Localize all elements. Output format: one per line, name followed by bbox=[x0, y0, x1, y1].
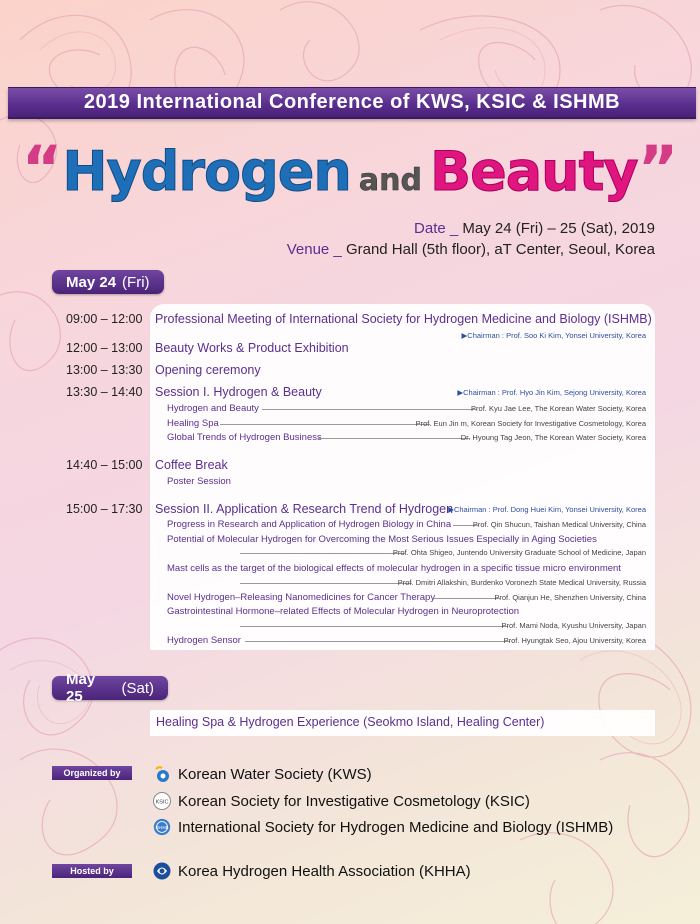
leader-line bbox=[240, 626, 508, 627]
svg-text:ISHMB: ISHMB bbox=[155, 824, 169, 830]
talk-title: Potential of Molecular Hydrogen for Overcoming the Most Serious Issues Especially in Aging Societies bbox=[167, 534, 597, 545]
host-khha bbox=[152, 861, 471, 881]
session-title: Professional Meeting of International Society for Hydrogen Medicine and Biology (ISHMB) bbox=[155, 312, 652, 326]
chairman-note: ▶Chairman : Prof. Soo Ki Kim, Yonsei University, Korea bbox=[461, 331, 646, 340]
poster-session: Poster Session bbox=[167, 476, 231, 487]
session-title: Coffee Break bbox=[155, 458, 228, 472]
organizer-name: International Society for Hydrogen Medicine and Biology (ISHMB) bbox=[178, 818, 614, 836]
session-time: 13:00 – 13:30 bbox=[66, 363, 143, 377]
khha-logo-icon bbox=[152, 861, 172, 881]
event-date bbox=[155, 220, 655, 237]
leader-line bbox=[240, 583, 412, 584]
talk-title: Hydrogen and Beauty bbox=[167, 403, 259, 414]
ksic-logo-icon bbox=[152, 791, 172, 811]
talk-title: Mast cells as the target of the biological effects of molecular hydrogen in a specific tissue micro environment bbox=[167, 563, 621, 574]
day1-weekday: (Fri) bbox=[122, 273, 150, 291]
conference-title-banner bbox=[8, 87, 696, 119]
session-time: 12:00 – 13:00 bbox=[66, 341, 143, 355]
date-label: Date _ bbox=[414, 220, 459, 237]
day2-date: May 25 bbox=[66, 671, 96, 705]
organized-by-label: Organized by bbox=[52, 766, 132, 780]
leader-line bbox=[245, 641, 510, 642]
talk-title: Global Trends of Hydrogen Business bbox=[167, 432, 322, 443]
hosted-by-label: Hosted by bbox=[52, 864, 132, 878]
leader-line bbox=[318, 438, 470, 439]
talk-speaker: Dr. Hyoung Tag Jeon, The Korean Water Society, Korea bbox=[460, 433, 646, 442]
venue-text: Grand Hall (5th floor), aT Center, Seoul, Korea bbox=[341, 241, 655, 258]
talk-speaker: Prof. Mami Noda, Kyushu University, Japan bbox=[501, 621, 646, 630]
main-headline bbox=[0, 132, 700, 205]
talk-title: Healing Spa bbox=[167, 418, 219, 429]
session-time: 15:00 – 17:30 bbox=[66, 502, 143, 516]
day2-weekday: (Sat) bbox=[121, 679, 154, 697]
organizer-ksic bbox=[152, 791, 530, 811]
organizer-name: Korean Water Society (KWS) bbox=[178, 765, 372, 783]
leader-line bbox=[262, 409, 477, 410]
talk-title: Gastrointestinal Hormone–related Effects of Molecular Hydrogen in Neuroprotection bbox=[167, 606, 520, 617]
talk-speaker: Prof. Kyu Jae Lee, The Korean Water Society, Korea bbox=[471, 404, 646, 413]
chairman-note: ▶Chairman : Prof. Dong Huei Kim, Yonsei University, Korea bbox=[448, 505, 646, 514]
day1-badge bbox=[52, 270, 164, 294]
leader-line bbox=[220, 424, 430, 425]
talk-speaker: Prof. Qin Shucun, Taishan Medical University, China bbox=[472, 520, 646, 529]
leader-line bbox=[434, 598, 500, 599]
kws-logo-icon bbox=[152, 764, 172, 784]
talk-title: Novel Hydrogen–Releasing Nanomedicines for Cancer Therapy bbox=[167, 592, 436, 603]
chairman-note: ▶Chairman : Prof. Hyo Jin Kim, Sejong University, Korea bbox=[457, 388, 646, 397]
talk-speaker: Prof. Qianjun He, Shenzhen University, China bbox=[494, 593, 646, 602]
headline-hydrogen: Hydrogen bbox=[62, 140, 351, 203]
day2-badge bbox=[52, 671, 168, 705]
event-venue bbox=[155, 241, 655, 258]
headline-close-quote: ” bbox=[637, 132, 679, 205]
host-name: Korea Hydrogen Health Association (KHHA) bbox=[178, 862, 471, 880]
organizer-name: Korean Society for Investigative Cosmetology (KSIC) bbox=[178, 792, 530, 810]
conference-title: 2019 International Conference of KWS, KSIC & ISHMB bbox=[83, 91, 621, 113]
date-text: May 24 (Fri) – 25 (Sat), 2019 bbox=[458, 220, 655, 237]
organizer-kws bbox=[152, 764, 372, 784]
session-title: Beauty Works & Product Exhibition bbox=[155, 341, 349, 355]
talk-speaker: Prof. Ohta Shigeo, Juntendo University Graduate School of Medicine, Japan bbox=[392, 548, 646, 557]
headline-beauty: Beauty bbox=[429, 140, 638, 203]
session-time: 09:00 – 12:00 bbox=[66, 312, 143, 326]
venue-label: Venue _ bbox=[286, 241, 342, 258]
svg-text:KSIC: KSIC bbox=[155, 799, 169, 806]
headline-open-quote: “ bbox=[21, 132, 63, 205]
session-title: Session II. Application & Research Trend of Hydrogen bbox=[155, 502, 454, 516]
session-title: Opening ceremony bbox=[155, 363, 261, 377]
talk-title: Progress in Research and Application of Hydrogen Biology in China bbox=[167, 519, 452, 530]
organizer-ishmb bbox=[152, 817, 613, 837]
day2-event-title: Healing Spa & Hydrogen Experience (Seokmo Island, Healing Center) bbox=[156, 715, 545, 729]
talk-speaker: Prof. Dmitri Allakshin, Burdenko Voronezh State Medical University, Russia bbox=[397, 578, 646, 587]
ishmb-logo-icon bbox=[152, 817, 172, 837]
session-time: 14:40 – 15:00 bbox=[66, 458, 143, 472]
session-title: Session I. Hydrogen & Beauty bbox=[155, 385, 322, 399]
headline-and: and bbox=[358, 163, 422, 198]
day1-date: May 24 bbox=[66, 273, 117, 291]
talk-speaker: Prof. Hyungtak Seo, Ajou University, Korea bbox=[503, 636, 646, 645]
talk-speaker: Prof. Eun Jin m, Korean Society for Investigative Cosmetology, Korea bbox=[415, 419, 646, 428]
session-time: 13:30 – 14:40 bbox=[66, 385, 143, 399]
leader-line bbox=[240, 553, 405, 554]
talk-title: Hydrogen Sensor bbox=[167, 635, 241, 646]
